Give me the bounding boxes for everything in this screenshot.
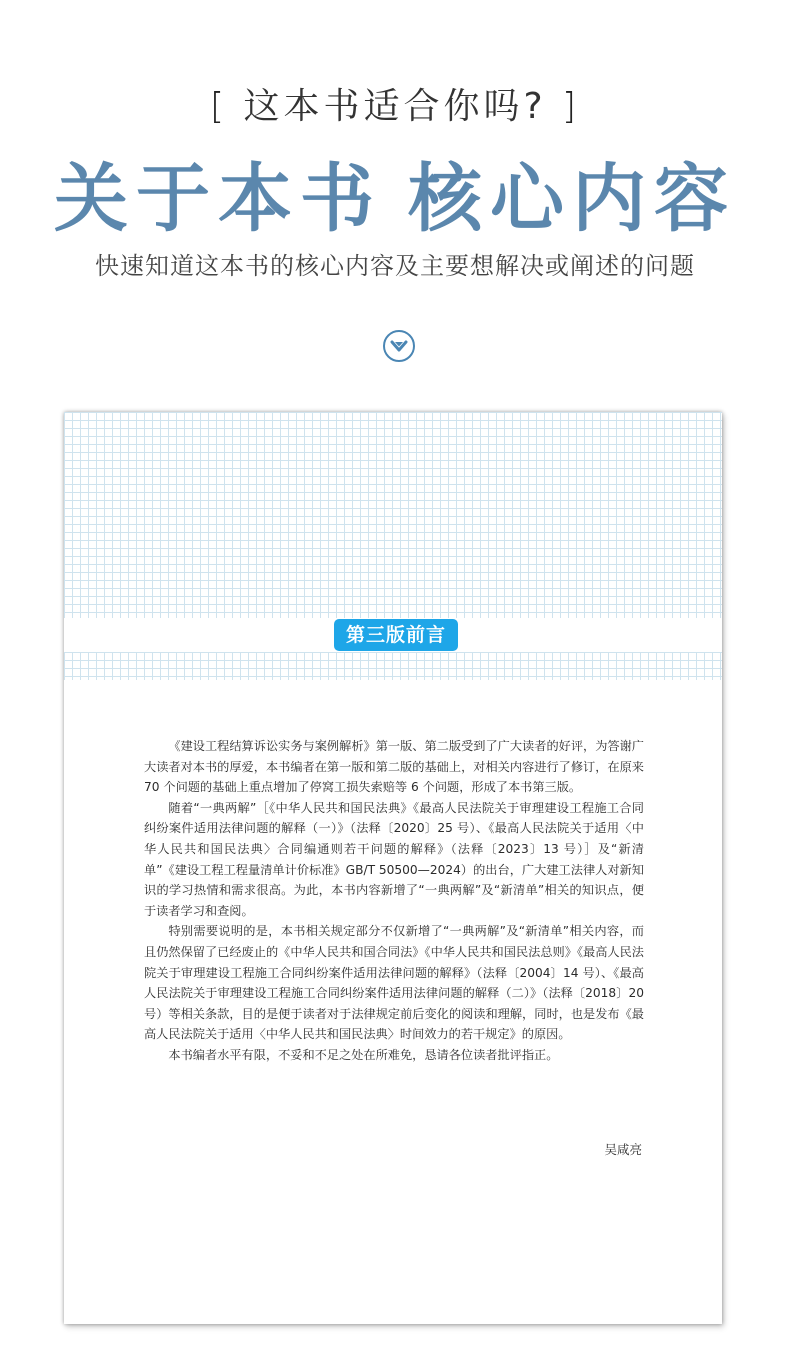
bracket-left: [ — [209, 86, 228, 127]
preface-paragraph-2: 随着“一典两解”［《中华人民共和国民法典》《最高人民法院关于审理建设工程施工合同纠纷案件适用法律问题的解释（一）》（法释〔2020〕25 号）、《最高人民法院关于适用〈中华人民共和国民法典〉合同编通则若干问题的解释》（法释〔2023〕13 号）］及“新清单”《建设工程工程量清单计价标准》GB/T 50500—2024）的出台，广大建工法律人对新知识的学习热情和需求很高。为此，本书内容新增了“一典两解”及“新清单”相关的知识点，便于读者学习和查阅。 — [144, 800, 644, 918]
grid-pattern-top — [64, 412, 722, 618]
page-title — [0, 140, 790, 246]
title-part-1: 关于本书 — [54, 156, 382, 242]
author-signature: 吴咸亮 — [604, 1142, 642, 1157]
grid-pattern-band — [64, 652, 722, 680]
preface-paragraph-3: 特别需要说明的是，本书相关规定部分不仅新增了“一典两解”及“新清单”相关内容，而且仍然保留了已经废止的《中华人民共和国合同法》《中华人民共和国民法总则》《最高人民法院关于审理建设工程施工合同纠纷案件适用法律问题的解释》（法释〔2004〕14 号）、《最高人民法院关于审理建设工程施工合同纠纷案件适用法律问题的解释（二）》（法释〔2018〕20 号）等相关条款，目的是便于读者对于法律规定前后变化的阅读和理解，同时，也是发布《最高人民法院关于适用〈中华人民共和国民法典〉时间效力的若干规定》的原因。 — [144, 924, 644, 1042]
bracket-right: ] — [562, 86, 581, 127]
page-subtitle: 快速知道这本书的核心内容及主要想解决或阐述的问题 — [95, 252, 695, 280]
book-page-preview — [64, 412, 722, 1324]
preface-body — [144, 736, 644, 1066]
title-part-2: 核心内容 — [408, 156, 736, 242]
preface-paragraph-4: 本书编者水平有限，不妥和不足之处在所难免，恳请各位读者批评指正。 — [168, 1047, 559, 1062]
chevron-down-circle-icon[interactable] — [382, 329, 416, 363]
section-question — [0, 78, 790, 129]
preface-paragraph-1: 《建设工程结算诉讼实务与案例解析》第一版、第二版受到了广大读者的好评，为答谢广大读者对本书的厚爱，本书编者在第一版和第二版的基础上，对相关内容进行了修订，在原来 70 个问题的基础上重点增加了停窝工损失索赔等 6 个问题，形成了本书第三版。 — [144, 739, 644, 795]
preface-heading-badge: 第三版前言 — [334, 619, 458, 651]
question-text: 这本书适合你吗? — [243, 86, 547, 127]
